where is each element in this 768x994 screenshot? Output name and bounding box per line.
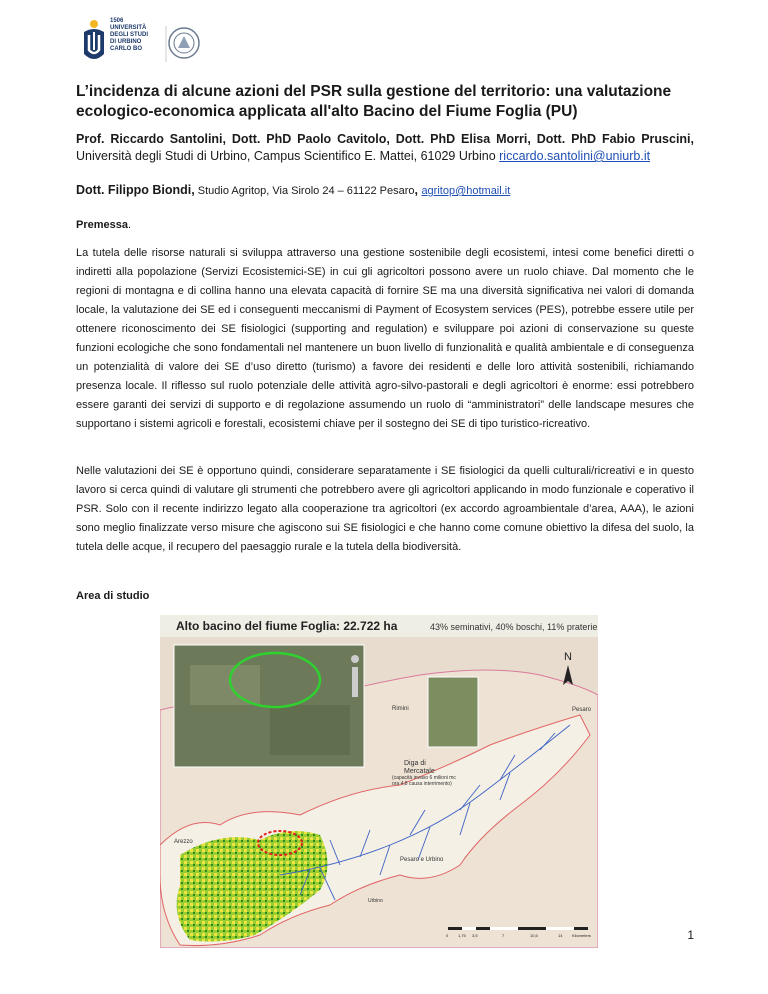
scale-tick: 10,5 [530, 933, 538, 938]
studio-email-link[interactable]: agritop@hotmail.it [421, 185, 511, 197]
label-pesaro: Pesaro [572, 707, 592, 713]
section-heading-suffix: . [128, 219, 132, 231]
scale-unit: Kilometers [572, 933, 591, 938]
label-diga: Diga di Mercatale [404, 760, 435, 776]
map-title: Alto bacino del fiume Foglia: 22.722 ha [176, 619, 398, 633]
scale-bar [448, 927, 588, 930]
logo-university-name: UNIVERSITÀ DEGLI STUDI DI URBINO CARLO BO [110, 25, 149, 52]
label-diga-note: (capacità invaso 6 milioni mc ora 4,8 causa interrimento) [392, 775, 456, 787]
studio-address: Studio Agritop, Via Sirolo 24 – 61122 Pesaro [194, 185, 415, 197]
sun-icon [90, 20, 98, 28]
map-subtitle: 43% seminativi, 40% boschi, 11% praterie [430, 622, 598, 632]
studio-author: Dott. Filippo Biondi, [76, 183, 195, 197]
paragraph-premessa-2: Nelle valutazioni dei SE è opportuno quindi, considerare separatamente i SE fisiologici da quelli culturali/ricreativi e in questo lavoro si cerca quindi di valutare gli strumenti che potrebbero avere gli agricoltori applicando in modo funzionale e coperativo il PSR. Solo con il recente indirizzo legato alla cooperazione tra agricoltori (ex accordo agroambientale d’area, AAA), le azioni sono meglio finalizzate verso misure che agiscono sui SE fisiologici e che hanno come comune obiettivo la difesa del suolo, la tutela delle acque, il recupero del paesaggio rurale e la tutela della biodiversità. [76, 465, 694, 553]
author-email-link[interactable]: riccardo.santolini@uniurb.it [499, 149, 651, 163]
diga-inset [428, 677, 478, 747]
studio-block [76, 182, 716, 200]
section-heading-text: Premessa [76, 219, 128, 231]
authors-block [76, 131, 694, 165]
scale-tick: 14 [558, 933, 563, 938]
label-rimini: Rimini [392, 706, 409, 712]
scale-tick: 7 [502, 933, 505, 938]
north-label: N [564, 651, 572, 663]
study-area-map [160, 615, 598, 948]
document-title: L’incidenza di alcune azioni del PSR sulla gestione del territorio: una valutazione ecologico-economica applicata all'alto Bacino del Fiume Foglia (PU) [76, 83, 672, 120]
label-arezzo: Arezzo [174, 839, 193, 845]
label-urbino: Urbino [368, 898, 383, 904]
scale-tick: 3,5 [472, 933, 478, 938]
studio-comma: , [414, 183, 422, 197]
scale-tick: 0 [446, 933, 449, 938]
logo-year: 1506 [110, 18, 124, 24]
scale-tick: 1,75 [458, 933, 466, 938]
section-heading-premessa [76, 219, 131, 231]
section-heading-area-di-studio: Area di studio [76, 590, 150, 602]
label-pesaro-urbino: Pesaro e Urbino [400, 857, 444, 863]
logo-text [110, 18, 148, 53]
page-number: 1 [687, 928, 694, 942]
paragraph-premessa-1: La tutela delle risorse naturali si sviluppa attraverso una gestione sostenibile degli ecosistemi, intesi come benefici diretti o indiretti alla popolazione (Servizi Ecosistemici-SE) in cui gli agricoltori possono avere un ruolo chiave. Dal momento che le regioni di montagna e di collina hanno una elevata capacità di fornire SE ma una diversità significativa nei valori di domanda locale, la valutazione dei SE ed i conseguenti meccanismi di Payment of Ecosystem services (PES), potrebbe essere utile per ottenere riconoscimento dei SE fisiologici (supporting and regulation) e sviluppare poi azioni di conservazione su queste funzioni ecologiche che sono fondamentali nel mantenere un buon livello di funzionalità e qualità ambientale e di conseguenza un potenzialità di valore dei SE d’uso diretto (turismo) a favore dei residenti e delle loro attività sostenibili, richiamando presenza locale. Il riflesso sul ruolo potenziale delle attività agro-silvo-pastorali e degli agricoltori è enorme: essi potrebbero essere garanti dei servizi di supporto e di regolazione assumendo un ruolo di “amministratori” delle landscape mesures che supportano i sistemi agricoli e forestali, ecosistemi chiave per il sostegno dei SE di tipo turistico-ricreativo. [76, 247, 694, 430]
author-affiliation: Università degli Studi di Urbino, Campus Scientifico E. Mattei, 61029 Urbino [76, 149, 500, 163]
author-names: Prof. Riccardo Santolini, Dott. PhD Paolo Cavitolo, Dott. PhD Elisa Morri, Dott. PhD Fabio Pruscini, [76, 132, 694, 146]
